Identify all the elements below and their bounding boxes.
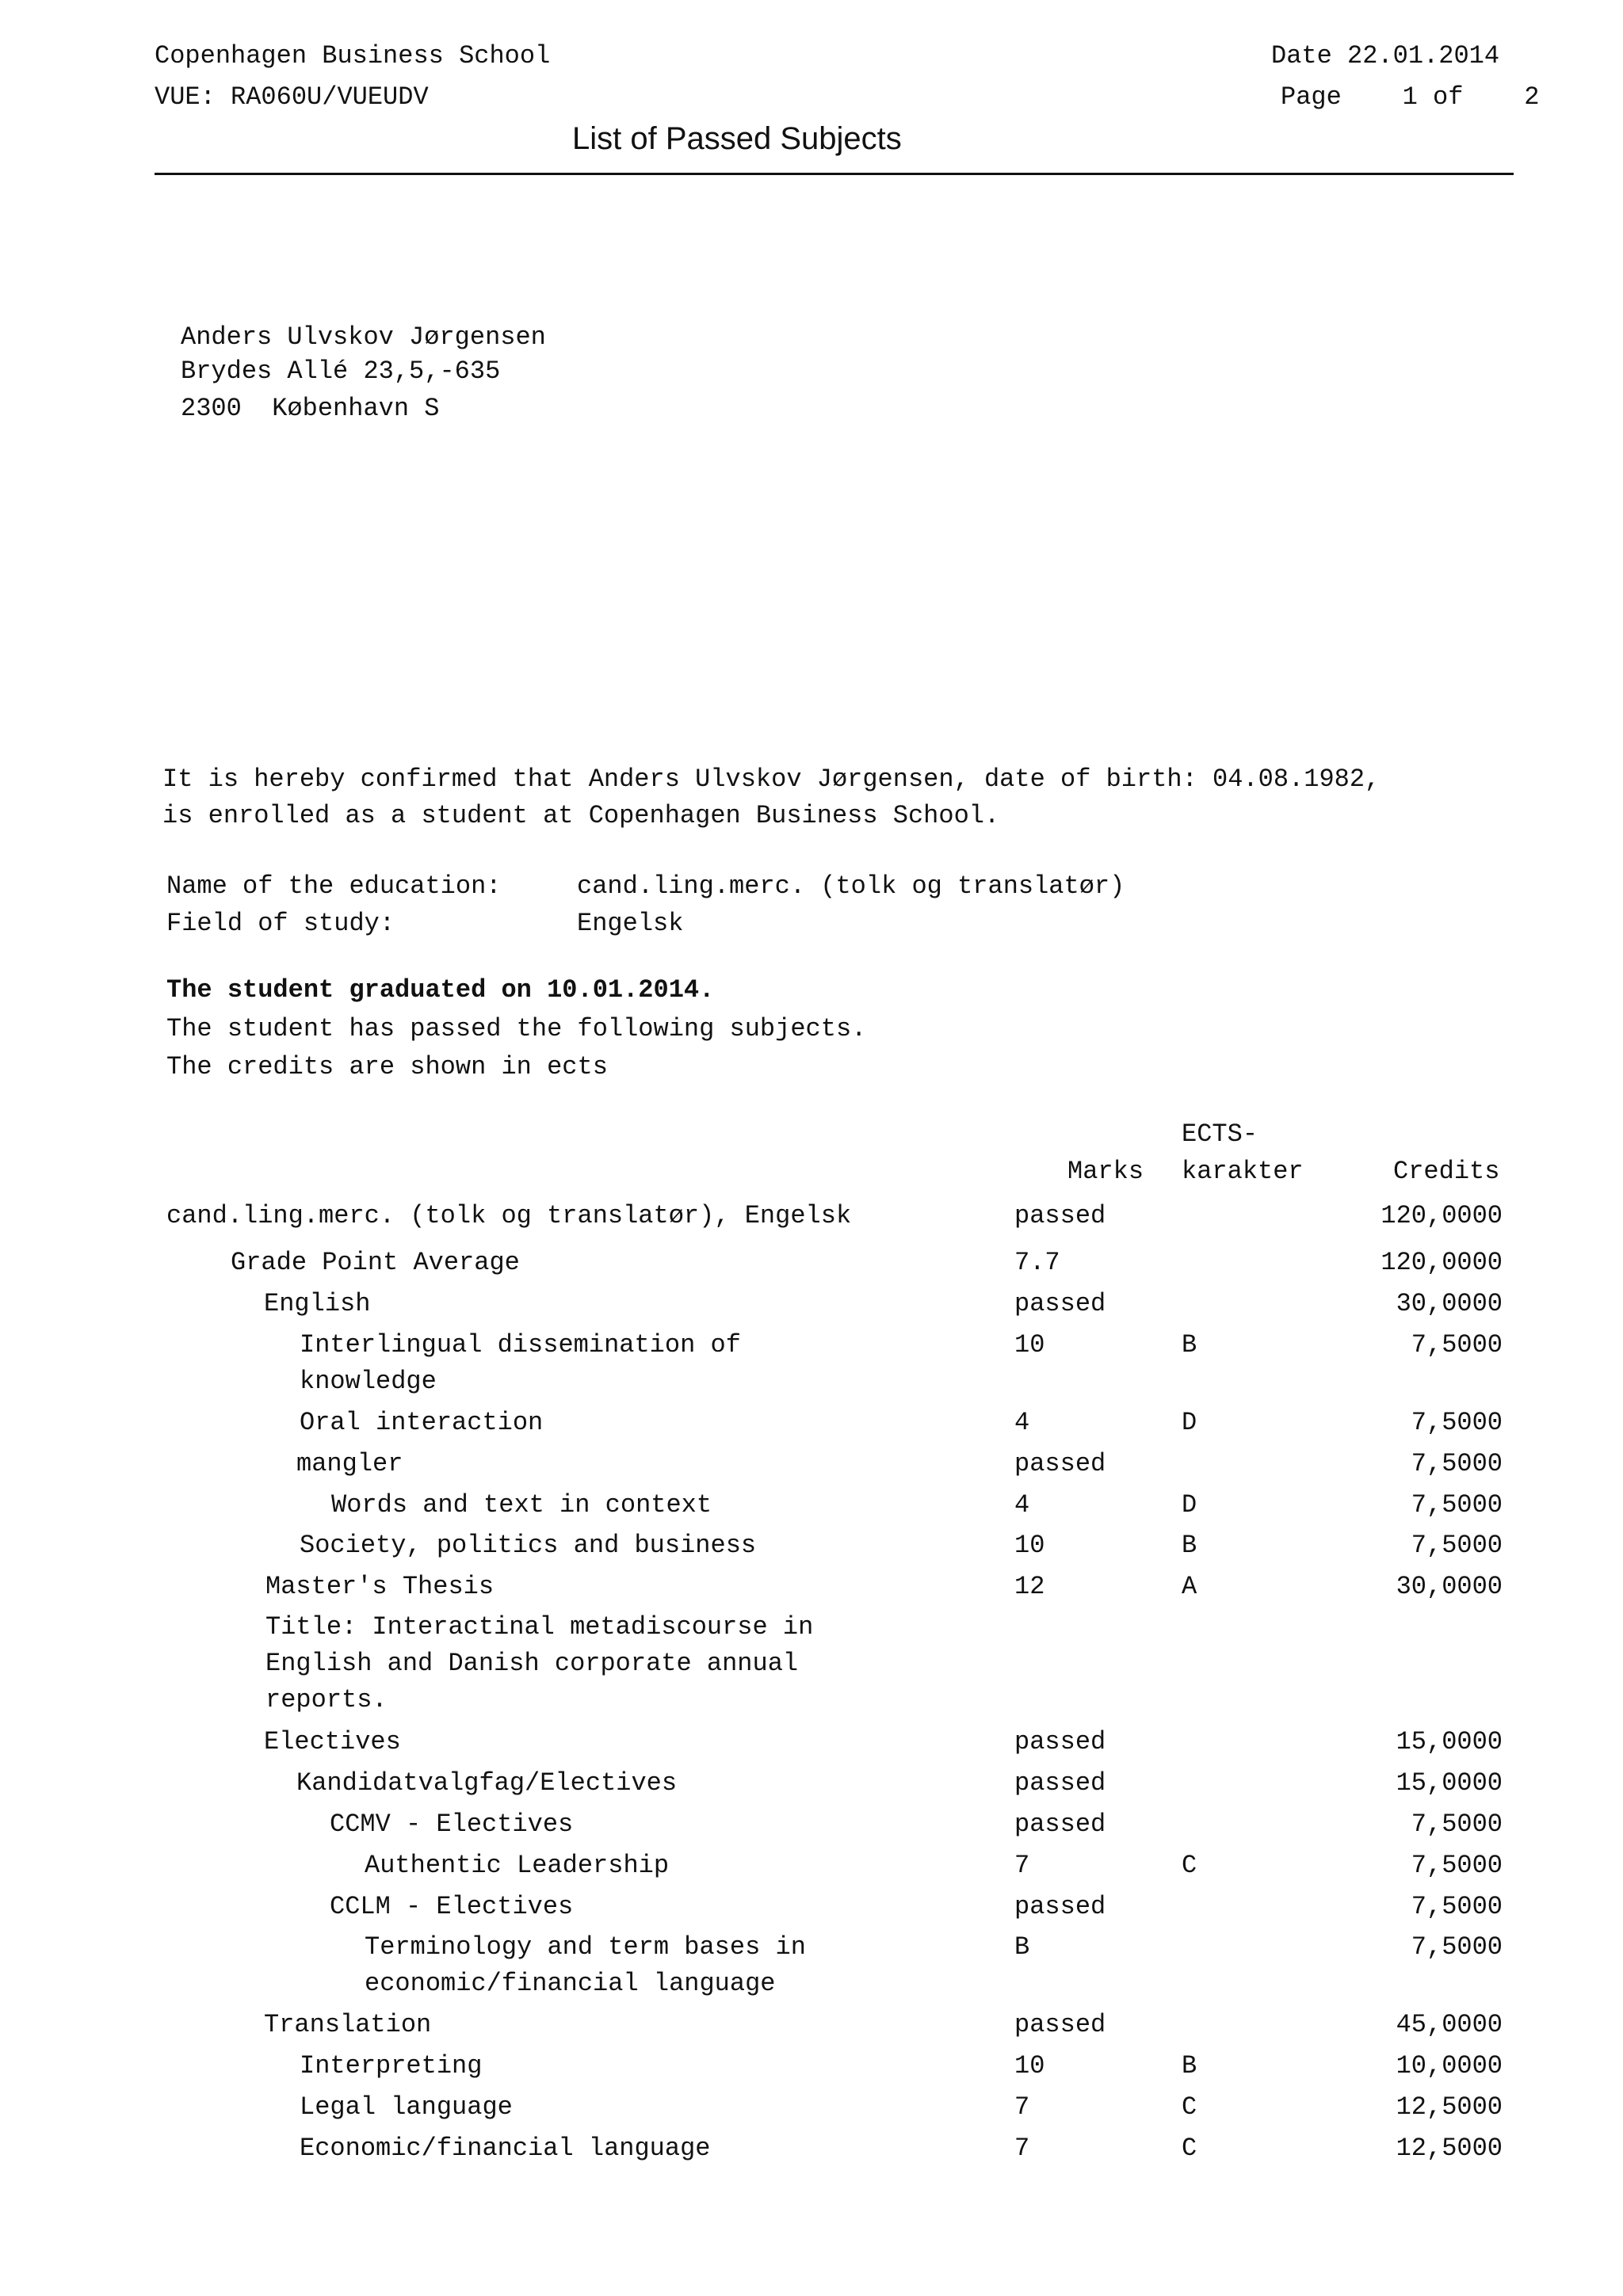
- subject-name: English and Danish corporate annual: [265, 1649, 799, 1678]
- credits-cell: 7,5000: [1411, 1490, 1503, 1520]
- document-date: Date 22.01.2014: [1271, 41, 1500, 71]
- subject-name: Interlingual dissemination of: [300, 1330, 741, 1360]
- credits-cell: 45,0000: [1396, 2010, 1503, 2039]
- subject-name: Society, politics and business: [300, 1531, 757, 1560]
- subject-name: Translation: [264, 2010, 432, 2039]
- document-title: List of Passed Subjects: [572, 121, 902, 156]
- vue-code: VUE: RA060U/VUEUDV: [155, 82, 429, 112]
- subject-name: Interpreting: [300, 2051, 483, 2081]
- credits-cell: 7,5000: [1411, 1408, 1503, 1437]
- subject-name: mangler: [296, 1449, 403, 1478]
- institution-name: Copenhagen Business School: [155, 41, 551, 71]
- address-name: Anders Ulvskov Jørgensen: [181, 322, 546, 352]
- marks-cell: passed: [1014, 1892, 1106, 1921]
- credits-cell: 120,0000: [1381, 1248, 1503, 1277]
- credits-cell: 7,5000: [1411, 1932, 1503, 1962]
- credits-cell: 15,0000: [1396, 1768, 1503, 1798]
- credits-cell: 7,5000: [1411, 1531, 1503, 1560]
- confirmation-line-2: is enrolled as a student at Copenhagen Business School.: [162, 801, 1000, 830]
- marks-cell: 12: [1014, 1572, 1045, 1601]
- subject-name: knowledge: [300, 1367, 437, 1396]
- ects-grade-cell: C: [1182, 2134, 1197, 2163]
- marks-cell: 10: [1014, 2051, 1045, 2081]
- subject-name: Grade Point Average: [231, 1248, 520, 1277]
- subject-name: Title: Interactinal metadiscourse in: [265, 1612, 814, 1642]
- education-name-label: Name of the education:: [166, 871, 502, 901]
- subject-name: Electives: [264, 1727, 401, 1756]
- address-city: 2300 København S: [181, 394, 440, 423]
- credits-cell: 15,0000: [1396, 1727, 1503, 1756]
- subject-name: Authentic Leadership: [365, 1851, 670, 1880]
- credits-cell: 7,5000: [1411, 1330, 1503, 1360]
- ects-grade-cell: B: [1182, 2051, 1197, 2081]
- credits-cell: 10,0000: [1396, 2051, 1503, 2081]
- marks-cell: 7: [1014, 1851, 1030, 1880]
- address-street: Brydes Allé 23,5,-635: [181, 357, 501, 386]
- ects-grade-cell: D: [1182, 1408, 1197, 1437]
- subject-name: economic/financial language: [365, 1969, 776, 1998]
- ects-grade-cell: C: [1182, 2092, 1197, 2122]
- marks-cell: passed: [1014, 1810, 1106, 1839]
- field-of-study-label: Field of study:: [166, 909, 395, 938]
- subject-name: Master's Thesis: [265, 1572, 495, 1601]
- ects-header-line-2: karakter: [1182, 1157, 1304, 1186]
- credits-cell: 120,0000: [1381, 1201, 1503, 1230]
- marks-cell: passed: [1014, 2010, 1106, 2039]
- subject-name: CCMV - Electives: [330, 1810, 574, 1839]
- marks-cell: passed: [1014, 1449, 1106, 1478]
- marks-cell: passed: [1014, 1289, 1106, 1318]
- subject-name: Terminology and term bases in: [365, 1932, 806, 1962]
- graduation-statement: The student graduated on 10.01.2014.: [166, 975, 715, 1005]
- ects-grade-cell: C: [1182, 1851, 1197, 1880]
- education-name-value: cand.ling.merc. (tolk og translatør): [577, 871, 1125, 901]
- marks-cell: 4: [1014, 1490, 1030, 1520]
- subject-name: Words and text in context: [331, 1490, 712, 1520]
- ects-grade-cell: B: [1182, 1531, 1197, 1560]
- credits-cell: 7,5000: [1411, 1892, 1503, 1921]
- ects-header-line-1: ECTS-: [1182, 1119, 1258, 1149]
- marks-cell: 7: [1014, 2134, 1030, 2163]
- field-of-study-value: Engelsk: [577, 909, 684, 938]
- subject-name: Oral interaction: [300, 1408, 544, 1437]
- credits-cell: 30,0000: [1396, 1289, 1503, 1318]
- subject-name: English: [264, 1289, 371, 1318]
- credits-cell: 7,5000: [1411, 1449, 1503, 1478]
- credits-cell: 7,5000: [1411, 1810, 1503, 1839]
- marks-cell: 10: [1014, 1330, 1045, 1360]
- marks-cell: passed: [1014, 1201, 1106, 1230]
- confirmation-line-1: It is hereby confirmed that Anders Ulvskov Jørgensen, date of birth: 04.08.1982,: [162, 765, 1381, 794]
- subject-name: Economic/financial language: [300, 2134, 711, 2163]
- credits-cell: 7,5000: [1411, 1851, 1503, 1880]
- ects-grade-cell: B: [1182, 1330, 1197, 1360]
- credits-header: Credits: [1393, 1157, 1500, 1186]
- subject-name: cand.ling.merc. (tolk og translatør), Engelsk: [166, 1201, 852, 1230]
- marks-cell: 7: [1014, 2092, 1030, 2122]
- marks-cell: passed: [1014, 1768, 1106, 1798]
- subject-name: reports.: [265, 1685, 388, 1714]
- marks-cell: 4: [1014, 1408, 1030, 1437]
- header-divider: [155, 173, 1514, 175]
- credits-cell: 12,5000: [1396, 2092, 1503, 2122]
- marks-cell: 10: [1014, 1531, 1045, 1560]
- credits-cell: 12,5000: [1396, 2134, 1503, 2163]
- subject-name: Legal language: [300, 2092, 513, 2122]
- credits-cell: 30,0000: [1396, 1572, 1503, 1601]
- subject-name: CCLM - Electives: [330, 1892, 574, 1921]
- ects-grade-cell: D: [1182, 1490, 1197, 1520]
- credits-unit-statement: The credits are shown in ects: [166, 1052, 608, 1081]
- page-number: Page 1 of 2: [1281, 82, 1540, 112]
- marks-cell: 7.7: [1014, 1248, 1060, 1277]
- marks-header: Marks: [1067, 1157, 1144, 1186]
- subject-name: Kandidatvalgfag/Electives: [296, 1768, 678, 1798]
- marks-cell: passed: [1014, 1727, 1106, 1756]
- ects-grade-cell: A: [1182, 1572, 1197, 1601]
- marks-cell: B: [1014, 1932, 1030, 1962]
- passed-subjects-statement: The student has passed the following subjects.: [166, 1014, 867, 1043]
